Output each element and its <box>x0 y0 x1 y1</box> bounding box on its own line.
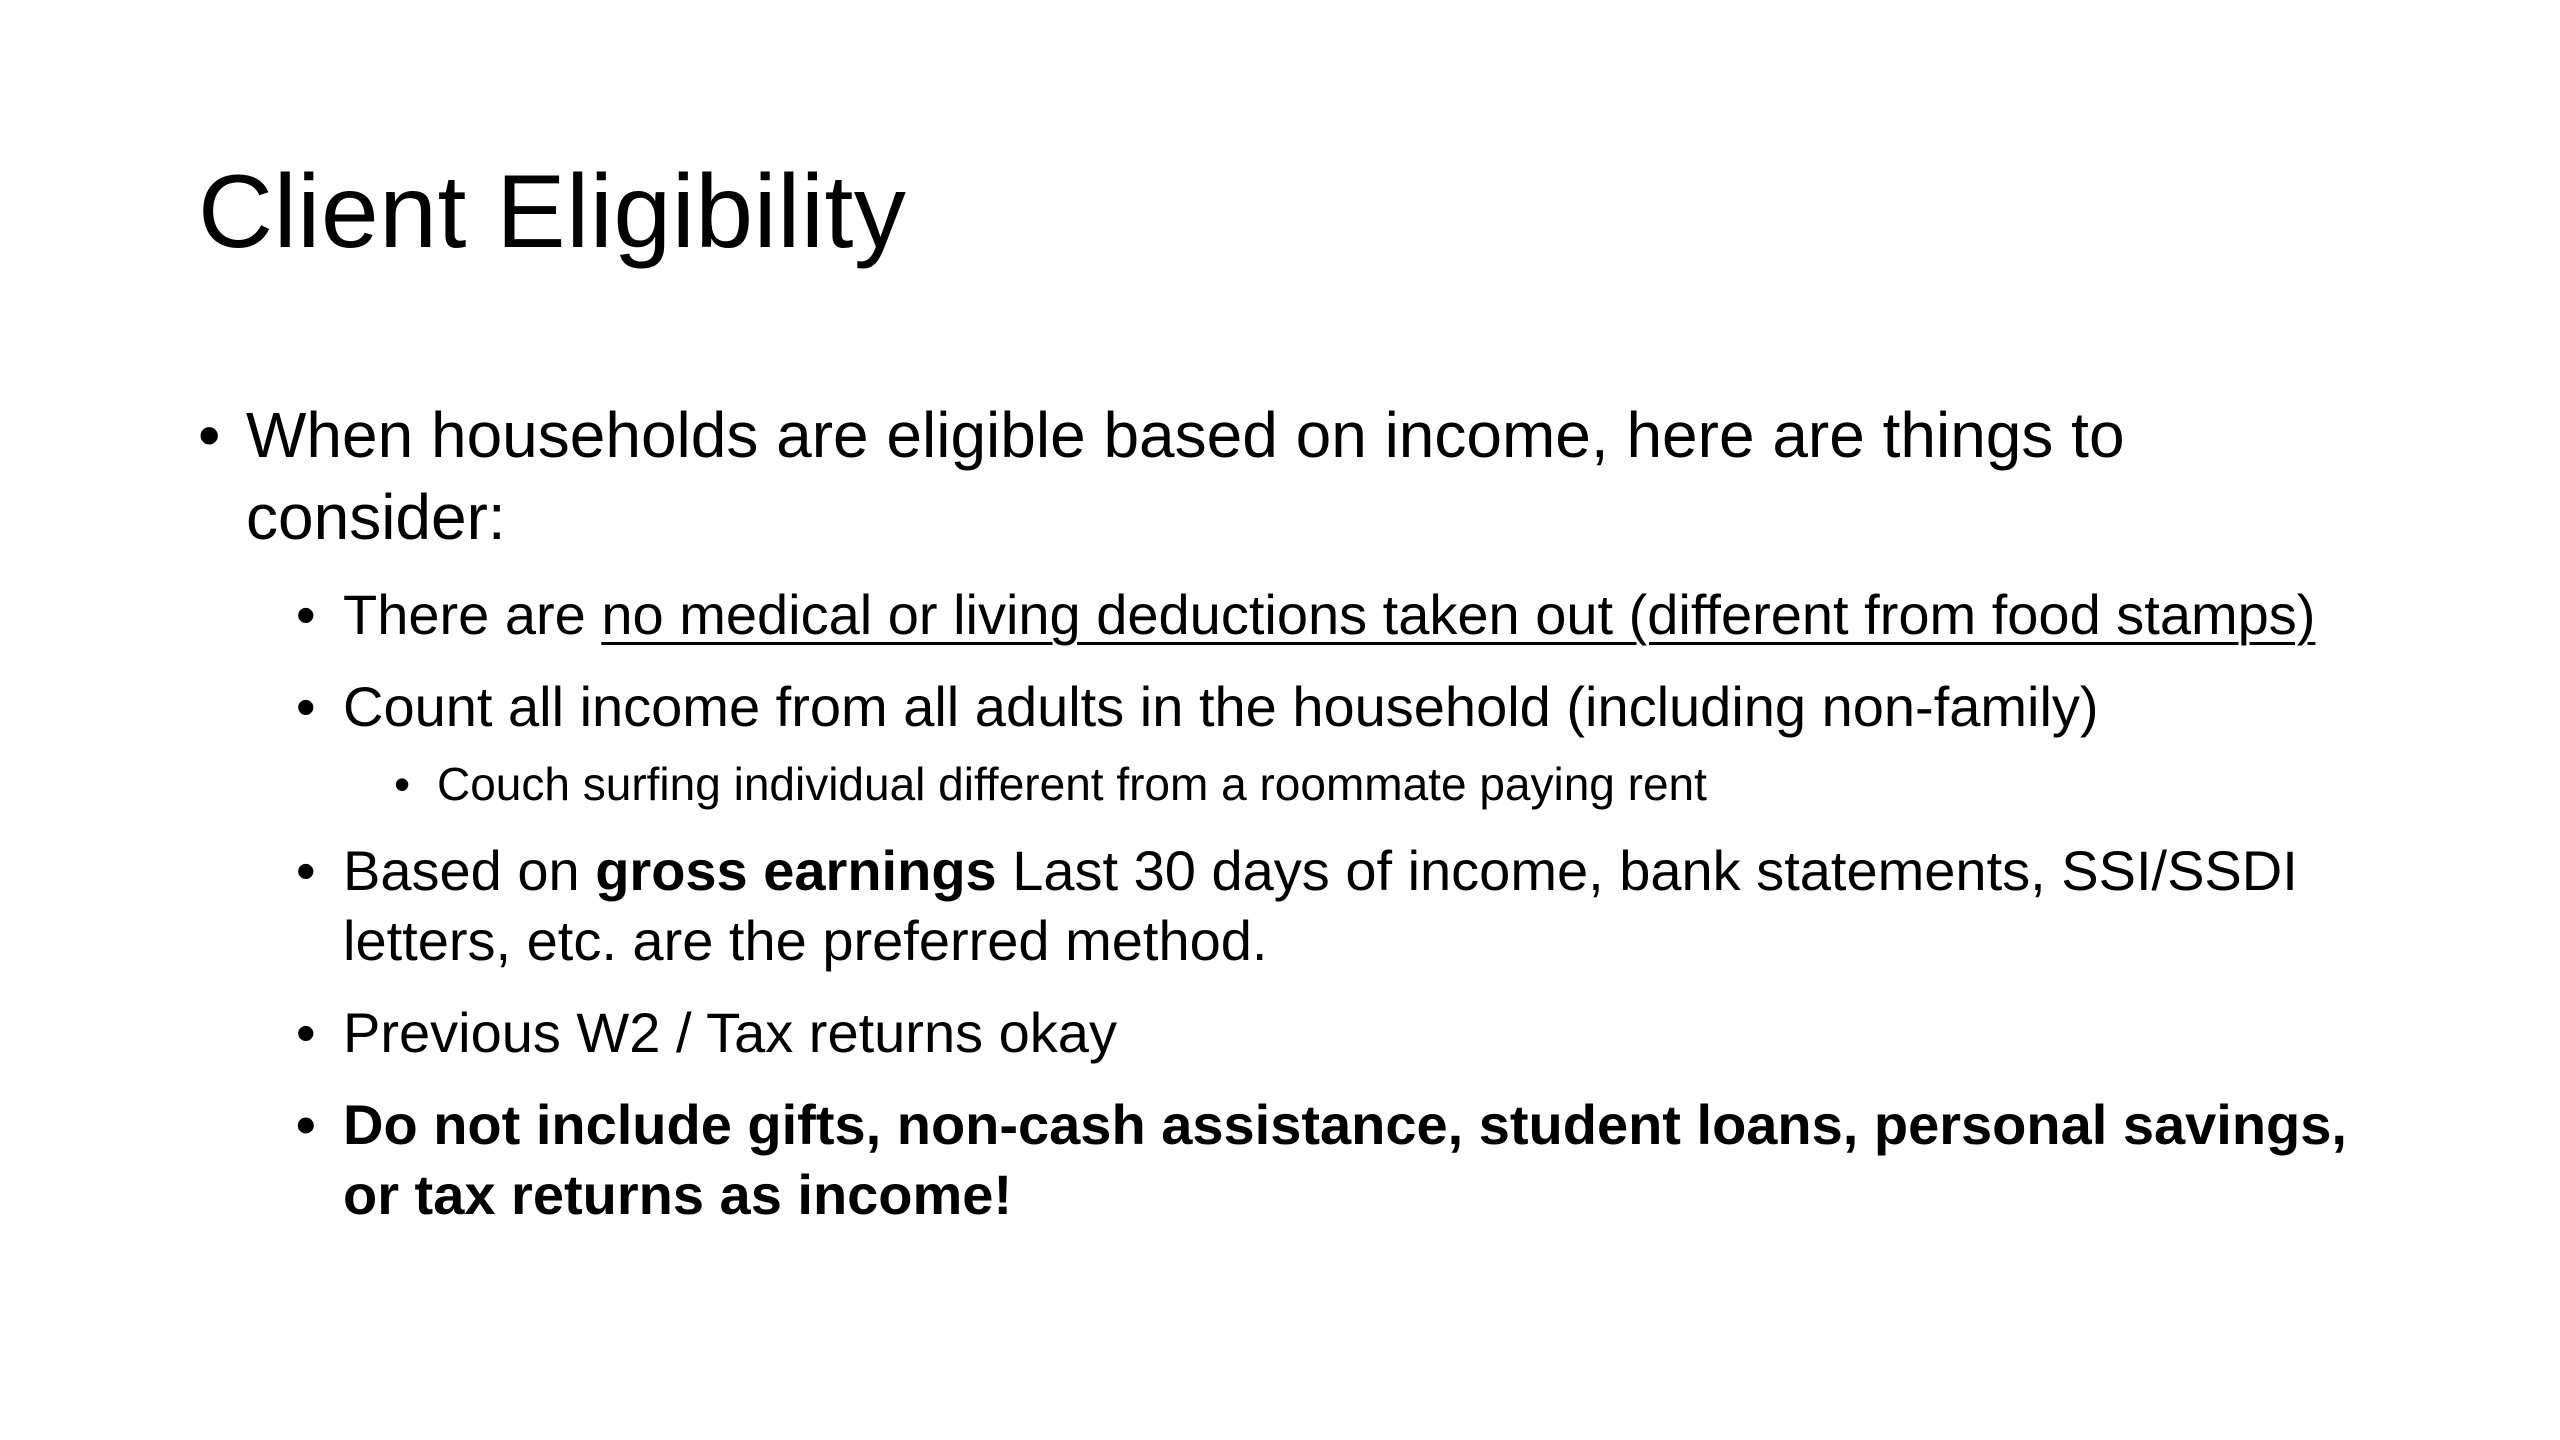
bullet-marker: • <box>198 399 221 471</box>
bullet-w2 <box>296 998 2398 1068</box>
bullet-marker: • <box>296 1001 316 1064</box>
bullet-marker: • <box>296 1093 316 1156</box>
bullet-marker: • <box>296 839 316 902</box>
bullet-gross-prefix: Based on <box>343 839 596 902</box>
bullet-gross-suffix: Last 30 days of income, bank statements, SSI/SSDI letters, etc. are the preferred method. <box>343 839 2298 972</box>
bullet-gross-earnings <box>296 836 2398 976</box>
bullet-main-text: When households are eligible based on income, here are things to consider: <box>246 399 2125 553</box>
bullet-gross-bold: gross earnings <box>595 839 997 902</box>
bullet-couch-surfing-text: Couch surfing individual different from a roommate paying rent <box>437 758 1707 810</box>
slide-title: Client Eligibility <box>198 154 907 270</box>
bullet-w2-text: Previous W2 / Tax returns okay <box>343 1001 1117 1064</box>
bullet-main <box>198 394 2398 558</box>
bullet-marker: • <box>296 675 316 738</box>
bullet-deductions <box>296 580 2398 650</box>
bullet-do-not-include-text: Do not include gifts, non-cash assistance, student loans, personal savings, or tax returns as income! <box>343 1093 2347 1226</box>
bullet-couch-surfing <box>394 754 2398 814</box>
slide-body <box>198 394 2398 1230</box>
bullet-marker: • <box>394 758 411 810</box>
bullet-do-not-include <box>296 1090 2398 1230</box>
bullet-count-income-text: Count all income from all adults in the household (including non-family) <box>343 675 2099 738</box>
bullet-count-income <box>296 672 2398 742</box>
bullet-marker: • <box>296 583 316 646</box>
bullet-deductions-underlined: no medical or living deductions taken out (different from food stamps) <box>601 583 2316 646</box>
bullet-deductions-prefix: There are <box>343 583 602 646</box>
